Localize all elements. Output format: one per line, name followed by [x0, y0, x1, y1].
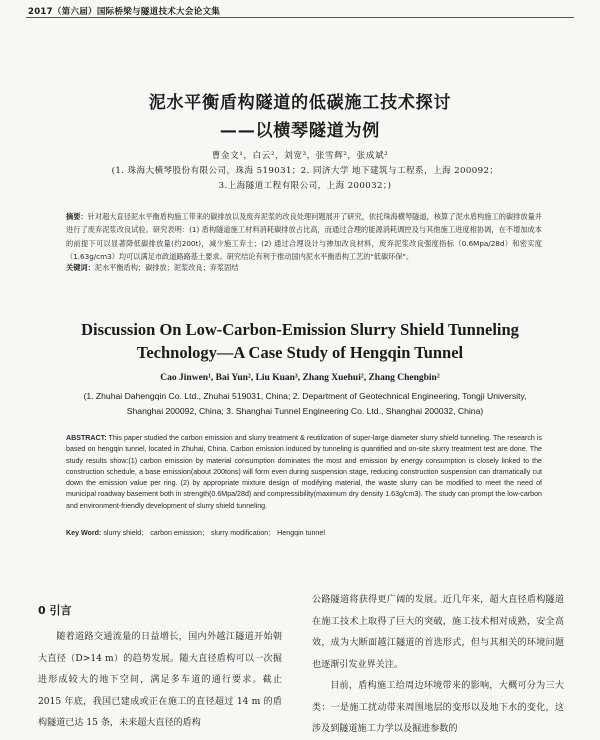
keywords-cn-text: 泥水平衡盾构；碳排放；泥浆改良；弃浆固结 — [94, 263, 239, 272]
section-heading: 0 引言 — [38, 604, 72, 617]
title-cn-line1: 泥水平衡盾构隧道的低碳施工技术探讨 — [148, 93, 452, 113]
title-en-line1: Discussion On Low-Carbon-Emission Slurry Shield Tunneling — [81, 320, 519, 339]
body-column-left — [38, 627, 282, 735]
header-rule — [26, 17, 574, 18]
abstract-en — [66, 433, 542, 512]
authors-en: Cao Jinwen¹, Bai Yun², Liu Kuan³, Zhang Xuehui², Zhang Chengbin² — [160, 373, 440, 383]
intro-paragraph-1: 随着道路交通流量的日益增长，国内外越江隧道开始朝大直径（D>14 m）的趋势发展。随大直径盾构可以一次掘进形成较大的地下空间，满足多车道的通行要求。截止 2015 年底，我国已建成或正在施工的直径超过 14 m 的盾构隧道已达 15 条，未来超大直径的盾构 — [38, 632, 282, 728]
intro-paragraph-2: 目前，盾构施工给周边环境带来的影响，大概可分为三大类：一是施工扰动带来周围地层的变形以及地下水的变化，这涉及到隧道施工力学以及掘进参数的 — [312, 681, 564, 734]
keywords-cn-label: 关键词： — [66, 263, 95, 272]
keywords-cn — [66, 263, 542, 273]
running-header: 2017（第六届）国际桥梁与隧道技术大会论文集 — [28, 7, 221, 17]
abstract-en-text: This paper studied the carbon emission and slurry treatment & reutilization of super-large diameter slurry shield tunneling. The research is based on hengqin tunnel, located in Zhuhai, China. Carbon emission induced by tunneling is quantified and on-site slurry treatment test are done. The study results show:(1) carbon emission by material consumption dominates the most and emission by energy consumption is closely linked to the construction schedule, a base emission(about 200tons) will form even during suspension stage, reducing construction suspension can dramatically cut down the emission value per ring. (2) by appropriate mixture design of modifying material, the waste slurry can be modified to meet the need of municipal roadway basement both in strength(0.6Mpa/28d) and compressibility(maximum dry density 1.63g/cm3). The study can prompt the low-carbon and environment-friendly development of slurry shield tunneling. — [66, 434, 542, 510]
abstract-cn-text: 针对超大直径泥水平衡盾构施工带来的碳排放以及废弃泥浆的改良处理问题展开了研究，依托珠海横琴隧道，核算了泥水盾构施工的碳排放量并进行了废弃泥浆改良试验。研究表明：(1) 盾构隧道施工材料消耗碳排放占比高，而通过合理的能源消耗调控及与其他施工进度相协调，在不增加成本的前提下可以显著降低碳排放量(约200t)，减少施工弃土；(2) 通过合理设计与掺加改良材料，废弃泥浆改良强度指标（0.6Mpa/28d）和密实度（1.63g/cm3）均可以满足市政道路路基土要求。研究结论有利于推动国内泥水平衡盾构工艺的"低碳环保"。 — [66, 212, 542, 261]
affiliation-cn-line1: (1. 珠海大横琴股份有限公司，珠海 519031；2. 同济大学 地下建筑与工程系，上海 200092； — [111, 166, 499, 176]
authors-cn: 曹金文¹，白云²，刘宽³，张雪辉²，张成斌² — [211, 151, 389, 161]
title-cn-line2: ——以横琴隧道为例 — [219, 121, 381, 141]
intro-paragraph-1-continued: 公路隧道将获得更广阔的发展。近几年来，超大直径盾构隧道在施工技术上取得了巨大的突破，施工技术相对成熟，安全高效，成为大断面越江隧道的首选形式，但与其相关的环境问题也逐渐引发业界关注。 — [312, 595, 564, 670]
affiliations-en: (1. Zhuhai Dahengqin Co. Ltd., Zhuhai 519031, China; 2. Department of Geotechnical Engineering, Tongji University, Shanghai 200092, China; 3. Shanghai Tunnel Engineering Co. Ltd., Shanghai 200032, China) — [83, 391, 527, 416]
body-column-right — [312, 590, 564, 740]
abstract-cn — [66, 210, 542, 263]
keywords-en-label: Key Word: — [66, 529, 102, 537]
title-en-line2: Technology—A Case Study of Hengqin Tunnel — [136, 343, 464, 362]
abstract-cn-label: 摘要： — [66, 212, 88, 221]
abstract-en-label: ABSTRACT: — [66, 434, 107, 442]
affiliation-cn-line2: 3.上海隧道工程有限公司，上海 200032；) — [218, 181, 392, 191]
keywords-en-text: slurry shield； carbon emission； slurry modification； Hengqin tunnel — [103, 529, 325, 537]
keywords-en — [66, 528, 542, 538]
